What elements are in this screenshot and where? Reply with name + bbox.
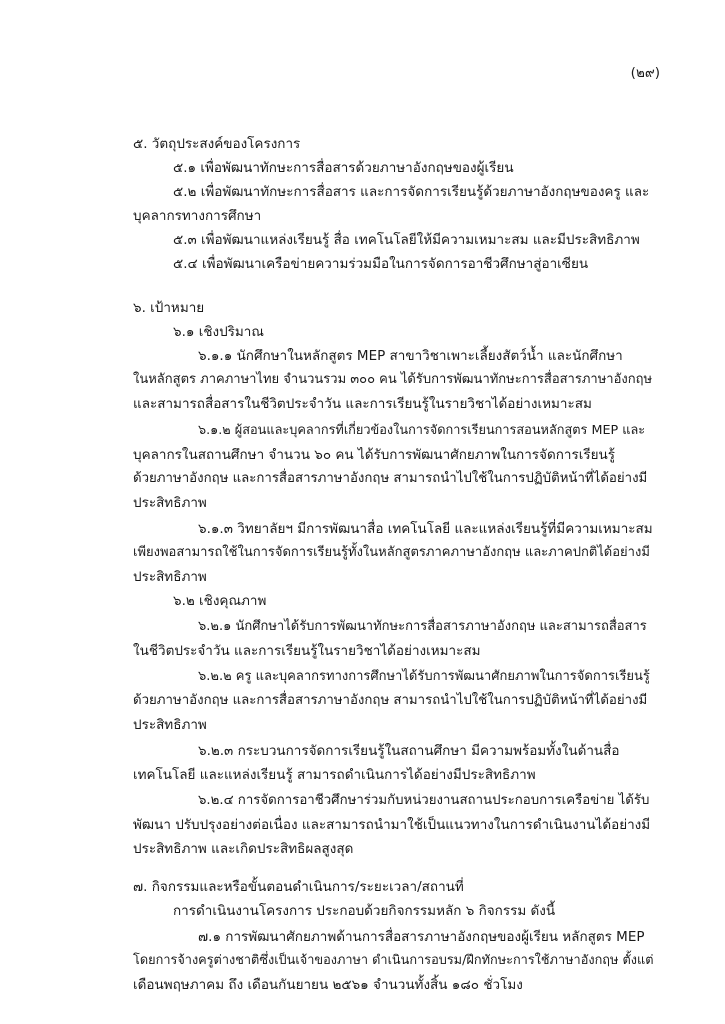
- paragraph-line: ประสิทธิภาพ: [133, 495, 207, 511]
- paragraph-line: ๖.๑.๓ วิทยาลัยฯ มีการพัฒนาสื่อ เทคโนโลยี และแหล่งเรียนรู้ที่มีความเหมาะสม: [198, 521, 653, 537]
- paragraph-line: ๖.๑.๒ ผู้สอนและบุคลากรที่เกี่ยวข้องในการจัดการเรียนการสอนหลักสูตร MEP และ: [198, 423, 646, 438]
- paragraph-line: ด้วยภาษาอังกฤษ และการสื่อสารภาษาอังกฤษ สามารถนำไปใช้ในการปฏิบัติหน้าที่ได้อย่างมี: [133, 693, 648, 708]
- paragraph-line: พัฒนา ปรับปรุงอย่างต่อเนื่อง และสามารถนำมาใช้เป็นแนวทางในการดำเนินงานได้อย่างมี: [133, 817, 651, 833]
- paragraph-line: เทคโนโลยี และแหล่งเรียนรู้ สามารถดำเนินการได้อย่างมีประสิทธิภาพ: [133, 767, 536, 783]
- paragraph-line: และสามารถสื่อสารในชีวิตประจำวัน และการเรียนรู้ในรายวิชาได้อย่างเหมาะสม: [133, 396, 592, 412]
- paragraph-line: การดำเนินงานโครงการ ประกอบด้วยกิจกรรมหลัก ๖ กิจกรรม ดังนี้: [173, 903, 556, 919]
- paragraph-line: เพียงพอสามารถใช้ในการจัดการเรียนรู้ทั้งในหลักสูตรภาคภาษาอังกฤษ และภาคปกติได้อย่างมี: [133, 545, 650, 560]
- paragraph-line: ๖.๒.๓ กระบวนการจัดการเรียนรู้ในสถานศึกษา มีความพร้อมทั้งในด้านสื่อ: [198, 743, 620, 759]
- paragraph-line: ประสิทธิภาพ: [133, 569, 207, 585]
- objective-line: ๕.๒ เพื่อพัฒนาทักษะการสื่อสาร และการจัดการเรียนรู้ด้วยภาษาอังกฤษของครู และ: [173, 184, 650, 200]
- paragraph-line: ๗.๑ การพัฒนาศักยภาพด้านการสื่อสารภาษาอังกฤษของผู้เรียน หลักสูตร MEP: [198, 929, 645, 945]
- heading-activities: ๗. กิจกรรมและหรือขั้นตอนดำเนินการ/ระยะเวลา/สถานที่: [133, 879, 464, 895]
- paragraph-line: ประสิทธิภาพ และเกิดประสิทธิผลสูงสุด: [133, 841, 354, 857]
- paragraph-line: เดือนพฤษภาคม ถึง เดือนกันยายน ๒๕๖๑ จำนวนทั้งสิ้น ๑๘๐ ชั่วโมง: [133, 977, 523, 993]
- objective-line: ๕.๓ เพื่อพัฒนาแหล่งเรียนรู้ สื่อ เทคโนโลยีให้มีความเหมาะสม และมีประสิทธิภาพ: [173, 232, 640, 248]
- paragraph-line: ๖.๑.๑ นักศึกษาในหลักสูตร MEP สาขาวิชาเพาะเลี้ยงสัตว์น้ำ และนักศึกษา: [198, 348, 623, 364]
- paragraph-line: ๖.๒.๔ การจัดการอาชีวศึกษาร่วมกับหน่วยงานสถานประกอบการเครือข่าย ได้รับ: [198, 793, 650, 808]
- paragraph-line: บุคลากรในสถานศึกษา จำนวน ๖๐ คน ได้รับการพัฒนาศักยภาพในการจัดการเรียนรู้: [133, 447, 615, 463]
- paragraph-line: โดยการจ้างครูต่างชาติซึ่งเป็นเจ้าของภาษา ดำเนินการอบรม/ฝึกทักษะการใช้ภาษาอังกฤษ ตั้งแต่: [133, 953, 654, 968]
- paragraph-line: ด้วยภาษาอังกฤษ และการสื่อสารภาษาอังกฤษ สามารถนำไปใช้ในการปฏิบัติหน้าที่ได้อย่างมี: [133, 471, 648, 486]
- paragraph-line: ๖.๒.๑ นักศึกษาได้รับการพัฒนาทักษะการสื่อสารภาษาอังกฤษ และสามารถสื่อสาร: [198, 619, 647, 634]
- page-number: (๒๙): [630, 65, 660, 81]
- heading-targets: ๖. เป้าหมาย: [133, 300, 205, 316]
- paragraph-line: ในชีวิตประจำวัน และการเรียนรู้ในรายวิชาได้อย่างเหมาะสม: [133, 643, 481, 659]
- paragraph-line: ในหลักสูตร ภาคภาษาไทย จำนวนรวม ๓๐๐ คน ได้รับการพัฒนาทักษะการสื่อสารภาษาอังกฤษ: [133, 372, 653, 387]
- subheading-quantity: ๖.๑ เชิงปริมาณ: [173, 324, 264, 340]
- objective-line: ๕.๔ เพื่อพัฒนาเครือข่ายความร่วมมือในการจัดการอาชีวศึกษาสู่อาเซียน: [173, 256, 589, 272]
- paragraph-line: ๖.๒.๒ ครู และบุคลากรทางการศึกษาได้รับการพัฒนาศักยภาพในการจัดการเรียนรู้: [198, 669, 650, 684]
- heading-objectives: ๕. วัตถุประสงค์ของโครงการ: [133, 136, 301, 152]
- subheading-quality: ๖.๒ เชิงคุณภาพ: [173, 593, 267, 609]
- objective-line: บุคลากรทางการศึกษา: [133, 208, 262, 224]
- paragraph-line: ประสิทธิภาพ: [133, 717, 207, 733]
- objective-line: ๕.๑ เพื่อพัฒนาทักษะการสื่อสารด้วยภาษาอังกฤษของผู้เรียน: [173, 160, 514, 176]
